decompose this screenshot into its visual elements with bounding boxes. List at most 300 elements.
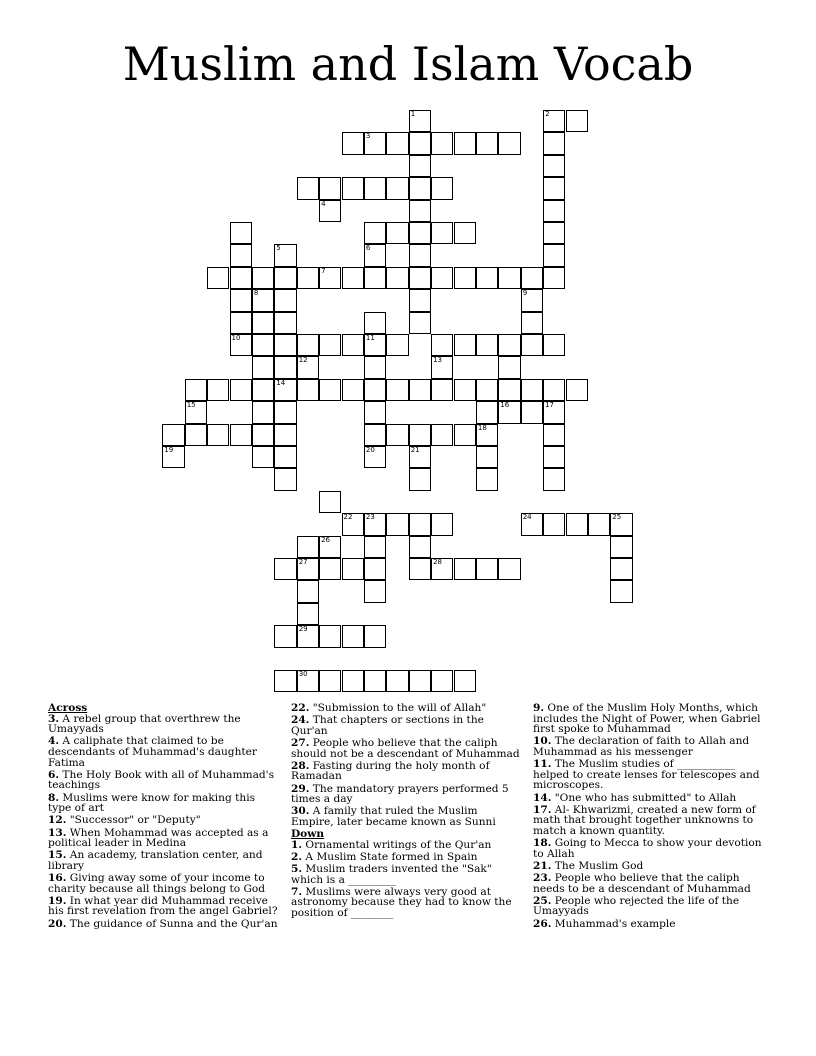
grid-cell[interactable]: [409, 200, 431, 222]
down-clue-list: [291, 840, 523, 919]
clue-item: [291, 864, 523, 885]
grid-cell[interactable]: [409, 468, 431, 490]
grid-cell[interactable]: [364, 670, 386, 692]
grid-cell[interactable]: [274, 244, 296, 266]
clue-item-text: The Holy Book with all of Muhammad's teachings: [48, 768, 275, 792]
grid-cell[interactable]: [319, 491, 341, 513]
grid-cell[interactable]: [207, 424, 229, 446]
clue-number: 12: [298, 356, 308, 365]
page-title: Muslim and Islam Vocab: [122, 37, 694, 91]
grid-cell[interactable]: [274, 401, 296, 423]
grid-cell[interactable]: [476, 132, 498, 154]
grid-cell[interactable]: [162, 446, 184, 468]
down-clue-list-continued: [533, 703, 763, 929]
clue-item: [48, 850, 278, 871]
clue-item-number: 23.: [533, 872, 552, 885]
clue-item-number: 3.: [48, 712, 60, 725]
grid-cell[interactable]: [454, 222, 476, 244]
clue-item-text: When Mohammad was accepted as a political leader in Medina: [48, 826, 269, 850]
grid-cell[interactable]: [431, 334, 453, 356]
clue-number: 13: [433, 356, 443, 365]
clue-number: 4: [321, 199, 326, 208]
clue-item: [533, 896, 763, 917]
grid-cell[interactable]: [454, 132, 476, 154]
grid-cell[interactable]: [252, 356, 274, 378]
grid-cell[interactable]: [409, 177, 431, 199]
clue-item-number: 15.: [48, 849, 67, 862]
grid-cell[interactable]: [386, 222, 408, 244]
clue-number: 19: [164, 446, 174, 454]
grid-cell[interactable]: [476, 558, 498, 580]
grid-cell[interactable]: [521, 312, 543, 334]
clue-item: [533, 919, 763, 930]
clue-item-text: "Successor" or "Deputy": [66, 814, 201, 827]
grid-cell[interactable]: [498, 267, 520, 289]
grid-cell[interactable]: [476, 424, 498, 446]
grid-cell[interactable]: [252, 334, 274, 356]
grid-cell[interactable]: [610, 558, 632, 580]
clue-item-number: 25.: [533, 894, 552, 907]
grid-cell[interactable]: [543, 200, 565, 222]
clue-item-text: The declaration of faith to Allah and Muhammad as his messenger: [533, 735, 750, 758]
grid-cell[interactable]: [386, 132, 408, 154]
grid-cell[interactable]: [409, 670, 431, 692]
grid-cell[interactable]: [342, 379, 364, 401]
clue-number: 23: [365, 513, 375, 522]
clue-item: [48, 919, 278, 930]
grid-cell[interactable]: [207, 267, 229, 289]
clue-item-number: 7.: [291, 885, 303, 898]
clue-number: 29: [298, 625, 308, 634]
grid-cell[interactable]: [409, 289, 431, 311]
clue-item-number: 10.: [533, 735, 552, 748]
clue-item-number: 28.: [291, 759, 310, 772]
clue-item: [48, 815, 278, 826]
grid-cell[interactable]: [342, 513, 364, 535]
grid-cell[interactable]: [521, 513, 543, 535]
grid-cell[interactable]: [386, 424, 408, 446]
clue-item: [533, 873, 763, 894]
grid-cell[interactable]: [364, 625, 386, 647]
clue-number: 2: [545, 110, 550, 118]
grid-cell[interactable]: [185, 424, 207, 446]
grid-cell[interactable]: [297, 603, 319, 625]
grid-cell[interactable]: [185, 379, 207, 401]
grid-cell[interactable]: [319, 670, 341, 692]
clue-number: 27: [298, 558, 308, 566]
grid-cell[interactable]: [431, 379, 453, 401]
grid-cell[interactable]: [431, 132, 453, 154]
clue-number: 22: [343, 513, 353, 522]
across-heading: Across: [48, 702, 88, 714]
grid-cell[interactable]: [498, 356, 520, 378]
clue-item-number: 20.: [48, 917, 67, 930]
grid-cell[interactable]: [252, 289, 274, 311]
grid-cell[interactable]: [297, 267, 319, 289]
grid-cell[interactable]: [409, 312, 431, 334]
grid-cell[interactable]: [230, 424, 252, 446]
clue-item-number: 2.: [291, 850, 303, 863]
clue-item: [291, 715, 523, 736]
grid-cell[interactable]: [543, 155, 565, 177]
grid-cell[interactable]: [521, 379, 543, 401]
grid-cell[interactable]: [364, 267, 386, 289]
clue-item-number: 27.: [291, 736, 310, 749]
clue-item: [533, 759, 763, 791]
grid-cell[interactable]: [386, 334, 408, 356]
clue-item: [291, 784, 523, 805]
clue-item: [48, 736, 278, 768]
grid-cell[interactable]: [521, 267, 543, 289]
grid-cell[interactable]: [297, 177, 319, 199]
clue-item-text: A Muslim State formed in Spain: [302, 850, 478, 863]
clue-item-number: 6.: [48, 768, 60, 781]
grid-cell[interactable]: [543, 513, 565, 535]
clue-item: [291, 887, 523, 919]
grid-cell[interactable]: [274, 379, 296, 401]
grid-cell[interactable]: [297, 670, 319, 692]
grid-cell[interactable]: [454, 267, 476, 289]
grid-cell[interactable]: [364, 222, 386, 244]
grid-cell[interactable]: [476, 468, 498, 490]
grid-cell[interactable]: [274, 334, 296, 356]
clue-item-number: 24.: [291, 714, 310, 727]
clue-number: 10: [231, 334, 241, 342]
grid-cell[interactable]: [476, 379, 498, 401]
grid-cell[interactable]: [386, 177, 408, 199]
clue-item: [533, 861, 763, 872]
grid-cell[interactable]: [274, 312, 296, 334]
clue-item: [291, 761, 523, 782]
grid-cell[interactable]: [319, 200, 341, 222]
grid-cell[interactable]: [409, 446, 431, 468]
clue-item-text: In what year did Muhammad receive his first revelation from the angel Gabriel?: [48, 894, 278, 918]
across-clue-list-continued: [291, 703, 523, 828]
grid-cell[interactable]: [610, 580, 632, 602]
clue-item-number: 21.: [533, 859, 552, 872]
clue-item-text: Giving away some of your income to charity because all things belong to God: [48, 872, 266, 895]
grid-cell[interactable]: [386, 513, 408, 535]
grid-cell[interactable]: [252, 379, 274, 401]
grid-cell[interactable]: [274, 356, 296, 378]
grid-cell[interactable]: [521, 401, 543, 423]
grid-cell[interactable]: [319, 379, 341, 401]
grid-cell[interactable]: [543, 267, 565, 289]
grid-cell[interactable]: [409, 110, 431, 132]
grid-cell[interactable]: [364, 536, 386, 558]
grid-cell[interactable]: [476, 401, 498, 423]
grid-cell[interactable]: [409, 132, 431, 154]
clue-item-text: Muslims were always very good at astronomy because they had to know the position of ________: [291, 885, 512, 920]
grid-cell[interactable]: [364, 513, 386, 535]
clue-item-number: 30.: [291, 805, 310, 818]
grid-cell[interactable]: [252, 267, 274, 289]
grid-cell[interactable]: [521, 289, 543, 311]
grid-cell[interactable]: [409, 513, 431, 535]
grid-cell[interactable]: [230, 267, 252, 289]
clue-number: 18: [477, 423, 487, 432]
grid-cell[interactable]: [543, 424, 565, 446]
grid-cell[interactable]: [610, 536, 632, 558]
grid-cell[interactable]: [409, 222, 431, 244]
grid-cell[interactable]: [274, 670, 296, 692]
grid-cell[interactable]: [409, 558, 431, 580]
grid-cell[interactable]: [319, 536, 341, 558]
clue-item: [48, 873, 278, 894]
grid-cell[interactable]: [588, 513, 610, 535]
clue-item: [533, 736, 763, 757]
grid-cell[interactable]: [364, 177, 386, 199]
clue-item-number: 22.: [291, 702, 310, 714]
grid-cell[interactable]: [409, 536, 431, 558]
clue-item-number: 29.: [291, 782, 310, 795]
grid-cell[interactable]: [409, 379, 431, 401]
clue-number: 30: [298, 670, 308, 678]
grid-cell[interactable]: [364, 401, 386, 423]
grid-cell[interactable]: [364, 379, 386, 401]
clue-item-text: "Submission to the will of Allah": [309, 702, 487, 714]
clue-number: 7: [321, 266, 326, 275]
grid-cell[interactable]: [431, 670, 453, 692]
grid-cell[interactable]: [476, 446, 498, 468]
grid-cell[interactable]: [342, 132, 364, 154]
grid-cell[interactable]: [319, 625, 341, 647]
clue-item: [48, 896, 278, 917]
grid-cell[interactable]: [409, 244, 431, 266]
clue-item-number: 26.: [533, 917, 552, 930]
grid-cell[interactable]: [566, 110, 588, 132]
grid-cell[interactable]: [274, 424, 296, 446]
clue-item: [533, 703, 763, 735]
clue-item-text: Muslims were know for making this type of art: [48, 791, 256, 815]
grid-cell[interactable]: [274, 446, 296, 468]
grid-cell[interactable]: [364, 244, 386, 266]
grid-cell[interactable]: [319, 267, 341, 289]
clue-item-text: People who believe that the caliph should not be a descendant of Muhammad: [291, 736, 520, 760]
grid-cell[interactable]: [319, 334, 341, 356]
grid-cell[interactable]: [543, 468, 565, 490]
clue-item-text: The mandatory prayers performed 5 times a day: [291, 782, 509, 806]
clue-item-number: 14.: [533, 791, 552, 804]
clue-number: 6: [365, 244, 371, 253]
across-clue-list: [48, 714, 278, 930]
clue-item-number: 16.: [48, 872, 67, 885]
clue-number: 24: [522, 513, 532, 522]
clue-number: 11: [365, 334, 375, 342]
clue-item-number: 5.: [291, 863, 303, 876]
grid-cell[interactable]: [364, 558, 386, 580]
clue-number: 14: [276, 378, 286, 387]
clues-column-1: [48, 703, 278, 931]
grid-cell[interactable]: [297, 356, 319, 378]
clue-number: 8: [253, 289, 259, 298]
grid-cell[interactable]: [230, 312, 252, 334]
clue-number: 20: [365, 446, 375, 454]
clue-item-text: Muslim traders invented the "Sak" which is a _________: [291, 863, 492, 886]
grid-cell[interactable]: [431, 356, 453, 378]
clue-item-text: People who believe that the caliph needs to be a descendant of Muhammad: [533, 872, 751, 895]
grid-cell[interactable]: [543, 132, 565, 154]
clue-item-text: A caliphate that claimed to be descendants of Muhammad's daughter Fatima: [48, 735, 257, 769]
clue-item-text: The Muslim studies of ___________ helped to create lenses for telescopes and microscopes.: [533, 758, 760, 792]
grid-cell[interactable]: [297, 558, 319, 580]
grid-cell[interactable]: [543, 379, 565, 401]
clue-item: [291, 852, 523, 863]
grid-cell[interactable]: [162, 424, 184, 446]
clues-column-2: [291, 703, 523, 920]
grid-cell[interactable]: [431, 267, 453, 289]
grid-cell[interactable]: [230, 244, 252, 266]
grid-cell[interactable]: [431, 513, 453, 535]
clue-item-text: The guidance of Sunna and the Qur'an: [66, 917, 278, 930]
clue-number: 3: [365, 132, 371, 141]
grid-cell[interactable]: [364, 580, 386, 602]
grid-cell[interactable]: [297, 334, 319, 356]
grid-cell[interactable]: [454, 670, 476, 692]
grid-cell[interactable]: [230, 222, 252, 244]
grid-cell[interactable]: [386, 670, 408, 692]
grid-cell[interactable]: [610, 513, 632, 535]
grid-cell[interactable]: [364, 446, 386, 468]
grid-cell[interactable]: [454, 558, 476, 580]
clue-item-number: 4.: [48, 735, 60, 748]
grid-cell[interactable]: [409, 267, 431, 289]
clue-item: [48, 714, 278, 735]
clue-number: 26: [321, 535, 331, 544]
clue-item-text: People who rejected the life of the Umayyads: [533, 894, 740, 918]
grid-cell[interactable]: [476, 267, 498, 289]
grid-cell[interactable]: [476, 334, 498, 356]
clue-item: [533, 838, 763, 859]
clue-item-text: The Muslim God: [551, 859, 644, 872]
grid-cell[interactable]: [274, 267, 296, 289]
grid-cell[interactable]: [566, 513, 588, 535]
grid-cell[interactable]: [454, 379, 476, 401]
grid-cell[interactable]: [297, 379, 319, 401]
grid-cell[interactable]: [364, 356, 386, 378]
clue-item-text: A rebel group that overthrew the Umayyads: [48, 712, 241, 736]
clue-item: [291, 738, 523, 759]
clue-number: 21: [410, 446, 420, 454]
grid-cell[interactable]: [297, 536, 319, 558]
grid-cell[interactable]: [431, 222, 453, 244]
grid-cell[interactable]: [319, 558, 341, 580]
clue-item-text: Muhammad's example: [551, 917, 676, 930]
clue-number: 15: [186, 401, 196, 410]
grid-cell[interactable]: [543, 177, 565, 199]
grid-cell[interactable]: [342, 558, 364, 580]
grid-cell[interactable]: [521, 334, 543, 356]
grid-cell[interactable]: [319, 177, 341, 199]
grid-cell[interactable]: [297, 625, 319, 647]
clue-item-text: Going to Mecca to show your devotion to Allah: [533, 837, 762, 860]
grid-cell[interactable]: [498, 401, 520, 423]
grid-cell[interactable]: [252, 424, 274, 446]
grid-cell[interactable]: [431, 177, 453, 199]
clue-item: [48, 828, 278, 849]
grid-cell[interactable]: [252, 401, 274, 423]
clue-item-text: Ornamental writings of the Qur'an: [302, 838, 492, 851]
grid-cell[interactable]: [431, 558, 453, 580]
grid-cell[interactable]: [364, 424, 386, 446]
grid-cell[interactable]: [230, 334, 252, 356]
grid-cell[interactable]: [566, 379, 588, 401]
grid-cell[interactable]: [543, 110, 565, 132]
grid-cell[interactable]: [498, 334, 520, 356]
grid-cell[interactable]: [454, 424, 476, 446]
grid-cell[interactable]: [543, 401, 565, 423]
clue-item-number: 17.: [533, 803, 552, 816]
clue-number: 5: [276, 244, 281, 253]
grid-cell[interactable]: [342, 334, 364, 356]
clue-item: [48, 793, 278, 814]
grid-cell[interactable]: [274, 289, 296, 311]
grid-cell[interactable]: [230, 289, 252, 311]
clue-item: [291, 806, 523, 827]
clue-number: 25: [612, 513, 622, 522]
clue-number: 17: [545, 401, 555, 410]
grid-cell[interactable]: [409, 424, 431, 446]
grid-cell[interactable]: [230, 379, 252, 401]
grid-cell[interactable]: [498, 379, 520, 401]
clue-item-text: Al- Khwarizmi, created a new form of math that brought together unknowns to match a known quantity.: [533, 803, 756, 837]
clue-item-number: 12.: [48, 814, 67, 827]
grid-cell[interactable]: [543, 244, 565, 266]
grid-cell[interactable]: [207, 379, 229, 401]
grid-cell[interactable]: [386, 267, 408, 289]
clue-item-text: An academy, translation center, and library: [48, 849, 263, 872]
grid-cell[interactable]: [364, 334, 386, 356]
grid-cell[interactable]: [274, 558, 296, 580]
grid-cell[interactable]: [386, 379, 408, 401]
grid-cell[interactable]: [342, 670, 364, 692]
clue-item-text: "One who has submitted" to Allah: [551, 791, 737, 804]
clue-item-number: 19.: [48, 894, 67, 907]
grid-cell[interactable]: [185, 401, 207, 423]
grid-cell[interactable]: [274, 468, 296, 490]
clue-item-text: Fasting during the holy month of Ramadan: [291, 759, 490, 783]
clue-item-number: 18.: [533, 837, 552, 850]
grid-cell[interactable]: [498, 132, 520, 154]
clue-number: 9: [522, 289, 528, 298]
grid-cell[interactable]: [252, 312, 274, 334]
grid-cell[interactable]: [342, 267, 364, 289]
grid-cell[interactable]: [342, 625, 364, 647]
grid-cell[interactable]: [543, 446, 565, 468]
grid-cell[interactable]: [364, 132, 386, 154]
clue-item-number: 8.: [48, 791, 60, 804]
grid-cell[interactable]: [498, 558, 520, 580]
grid-cell[interactable]: [342, 177, 364, 199]
clue-item-number: 9.: [533, 702, 545, 714]
grid-cell[interactable]: [364, 312, 386, 334]
clue-item: [533, 805, 763, 837]
grid-cell[interactable]: [543, 222, 565, 244]
clue-item: [291, 703, 523, 714]
grid-cell[interactable]: [454, 334, 476, 356]
grid-cell[interactable]: [297, 580, 319, 602]
down-heading: Down: [291, 828, 325, 841]
grid-cell[interactable]: [274, 625, 296, 647]
clue-item-text: A family that ruled the Muslim Empire, later became known as Sunni: [291, 805, 496, 828]
grid-cell[interactable]: [252, 446, 274, 468]
clue-item-number: 13.: [48, 826, 67, 839]
grid-cell[interactable]: [409, 155, 431, 177]
grid-cell[interactable]: [543, 334, 565, 356]
clue-item-number: 11.: [533, 758, 552, 771]
clue-item: [48, 770, 278, 791]
grid-cell[interactable]: [431, 424, 453, 446]
